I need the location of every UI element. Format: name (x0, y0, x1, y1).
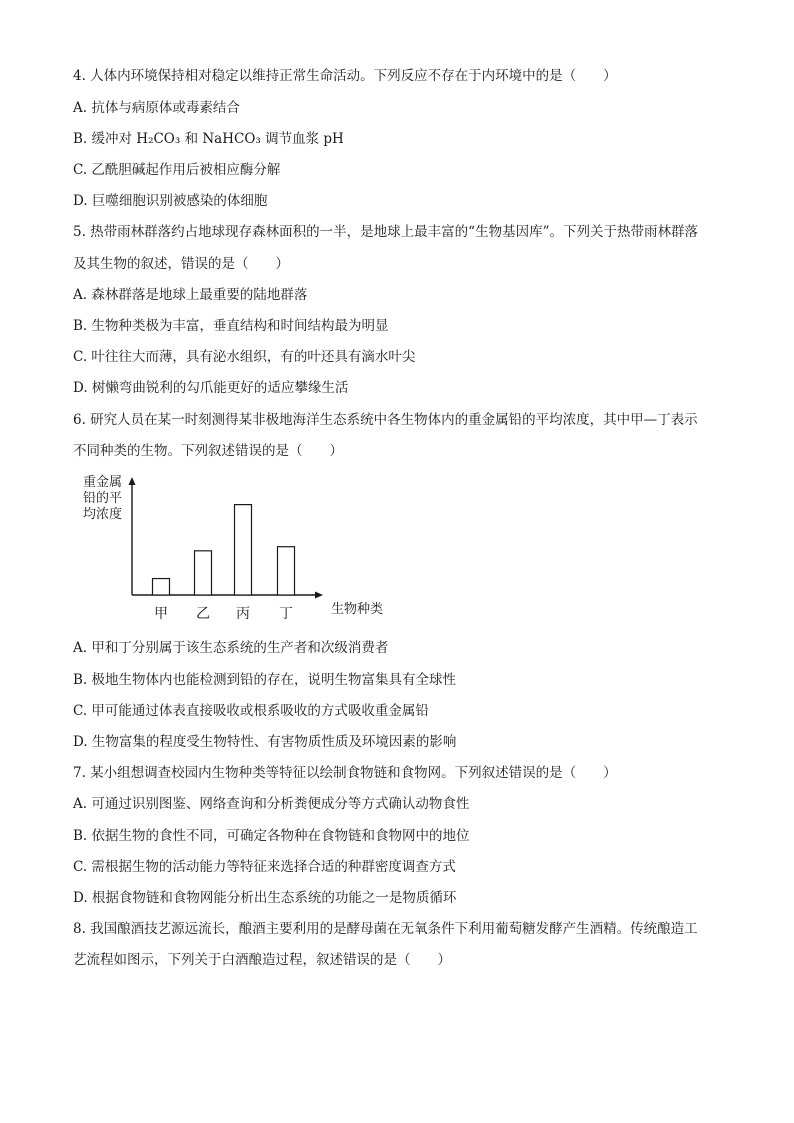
q6-option-d: D. 生物富集的程度受生物特性、有害物质性质及环境因素的影响 (73, 734, 457, 750)
chart-y-axis-label-line: 重金属 (83, 475, 123, 490)
q5-option-b: B. 生物种类极为丰富，垂直结构和时间结构最为明显 (73, 318, 389, 334)
q4-option-c: C. 乙酰胆碱起作用后被相应酶分解 (73, 162, 281, 178)
q6-stem-line2: 不同种类的生物。下列叙述错误的是（ ） (73, 443, 343, 459)
chart-y-axis-label-line: 铅的平 (83, 491, 123, 506)
chart-y-axis-label-line: 均浓度 (83, 507, 123, 522)
q4-option-d: D. 巨噬细胞识别被感染的体细胞 (73, 193, 268, 209)
q8-stem-line2: 艺流程如图示，下列关于白酒酿造过程，叙述错误的是（ ） (73, 952, 451, 968)
chart-category-label: 丁 (279, 606, 293, 622)
q6-option-c: C. 甲可能通过体表直接吸收或根系吸收的方式吸收重金属铅 (73, 703, 429, 719)
q6-stem-line1: 6. 研究人员在某一时刻测得某非极地海洋生态系统中各生物体内的重金属铅的平均浓度，其中甲—丁表示 (73, 412, 698, 428)
q7-option-b: B. 依据生物的食性不同，可确定各物种在食物链和食物网中的地位 (73, 828, 470, 844)
q7-option-d: D. 根据食物链和食物网能分析出生态系统的功能之一是物质循环 (73, 890, 457, 906)
q4-stem: 4. 人体内环境保持相对稳定以维持正常生命活动。下列反应不存在于内环境中的是（ ） (73, 68, 617, 84)
chart-bar (278, 547, 295, 595)
chart-category-label: 甲 (154, 606, 168, 622)
chart-x-axis-arrow (315, 592, 323, 599)
q6-option-b: B. 极地生物体内也能检测到铅的存在，说明生物富集具有全球性 (73, 672, 457, 688)
q5-stem-line2: 及其生物的叙述，错误的是（ ） (73, 256, 289, 272)
q5-option-d: D. 树懒弯曲锐利的勾爪能更好的适应攀缘生活 (73, 380, 349, 396)
q4-option-a: A. 抗体与病原体或毒素结合 (73, 100, 240, 116)
q7-stem: 7. 某小组想调查校园内生物种类等特征以绘制食物链和食物网。下列叙述错误的是（ ） (73, 765, 617, 781)
chart-bar (235, 505, 252, 595)
q5-option-a: A. 森林群落是地球上最重要的陆地群落 (73, 287, 308, 303)
chart-bar (195, 551, 212, 595)
chart-x-axis-label: 生物种类 (331, 602, 384, 617)
q5-stem-line1: 5. 热带雨林群落约占地球现存森林面积的一半，是地球上最丰富的“生物基因库”。下列关于热带雨林群落 (73, 224, 698, 240)
chart-bar (153, 579, 170, 595)
q7-option-a: A. 可通过识别图鉴、网络查询和分析粪便成分等方式确认动物食性 (73, 796, 470, 812)
q8-stem-line1: 8. 我国酿酒技艺源远流长，酿酒主要利用的是酵母菌在无氧条件下利用葡萄糖发酵产生酒精。传统酿造工 (73, 921, 698, 937)
q6-option-a: A. 甲和丁分别属于该生态系统的生产者和次级消费者 (73, 640, 389, 656)
q4-option-b: B. 缓冲对 H₂CO₃ 和 NaHCO₃ 调节血浆 pH (73, 131, 344, 147)
chart-y-axis-arrow (129, 477, 136, 485)
q7-option-c: C. 需根据生物的活动能力等特征来选择合适的种群密度调查方式 (73, 859, 456, 875)
q5-option-c: C. 叶往往大而薄，具有泌水组织，有的叶还具有滴水叶尖 (73, 349, 416, 365)
lead-concentration-chart (80, 474, 400, 624)
chart-category-label: 乙 (196, 606, 210, 622)
chart-category-label: 丙 (236, 606, 250, 622)
